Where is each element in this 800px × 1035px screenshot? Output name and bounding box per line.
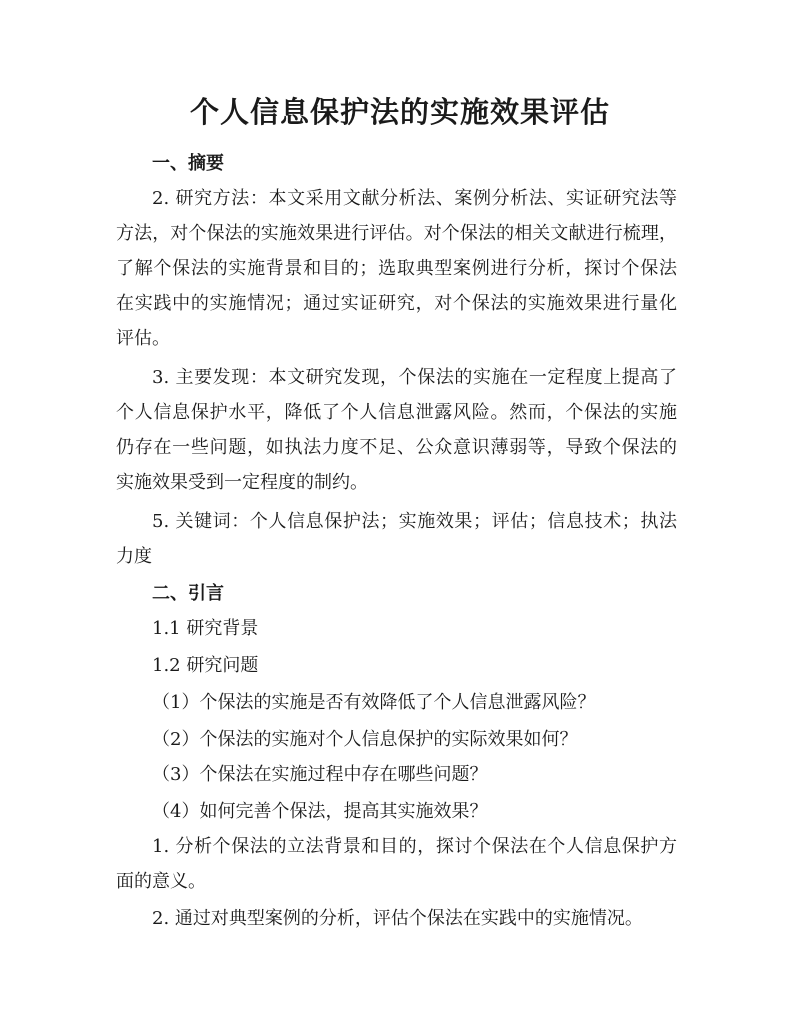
paragraph-line: 仍存在一些问题，如执法力度不足、公众意识薄弱等，导致个保法的 <box>116 437 677 458</box>
paragraph-line: 了解个保法的实施背景和目的；选取典型案例进行分析，探讨个保法 <box>116 258 677 279</box>
section-heading-introduction: 二、引言 <box>152 583 224 604</box>
paragraph-line: 3. 主要发现：本文研究发现，个保法的实施在一定程度上提高了 <box>152 367 677 388</box>
paragraph-line: 评估。 <box>116 328 170 349</box>
paragraph-line: 方法，对个保法的实施效果进行评估。对个保法的相关文献进行梳理， <box>116 223 677 244</box>
paragraph-line: 2. 研究方法：本文采用文献分析法、案例分析法、实证研究法等 <box>152 188 677 209</box>
section-heading-abstract: 一、摘要 <box>152 153 224 174</box>
paragraph-line: 个人信息保护水平，降低了个人信息泄露风险。然而，个保法的实施 <box>116 402 677 423</box>
paragraph-line: 2. 通过对典型案例的分析，评估个保法在实践中的实施情况。 <box>152 908 643 929</box>
paragraph-line: 在实践中的实施情况；通过实证研究，对个保法的实施效果进行量化 <box>116 293 677 314</box>
subsection-heading: 1.2 研究问题 <box>152 655 259 676</box>
paragraph-line: 1. 分析个保法的立法背景和目的，探讨个保法在个人信息保护方 <box>152 836 677 857</box>
paragraph-line: 面的意义。 <box>116 871 206 892</box>
document-title: 个人信息保护法的实施效果评估 <box>189 95 610 129</box>
list-item: （3）个保法在实施过程中存在哪些问题？ <box>152 764 488 785</box>
list-item: （4）如何完善个保法，提高其实施效果？ <box>152 801 488 822</box>
list-item: （2）个保法的实施对个人信息保护的实际效果如何？ <box>152 729 578 750</box>
subsection-heading: 1.1 研究背景 <box>152 618 259 639</box>
list-item: （1）个保法的实施是否有效降低了个人信息泄露风险？ <box>152 692 596 713</box>
paragraph-line: 实施效果受到一定程度的制约。 <box>116 472 368 493</box>
paragraph-line: 力度 <box>116 546 152 567</box>
paragraph-line: 5. 关键词：个人信息保护法；实施效果；评估；信息技术；执法 <box>152 511 677 532</box>
